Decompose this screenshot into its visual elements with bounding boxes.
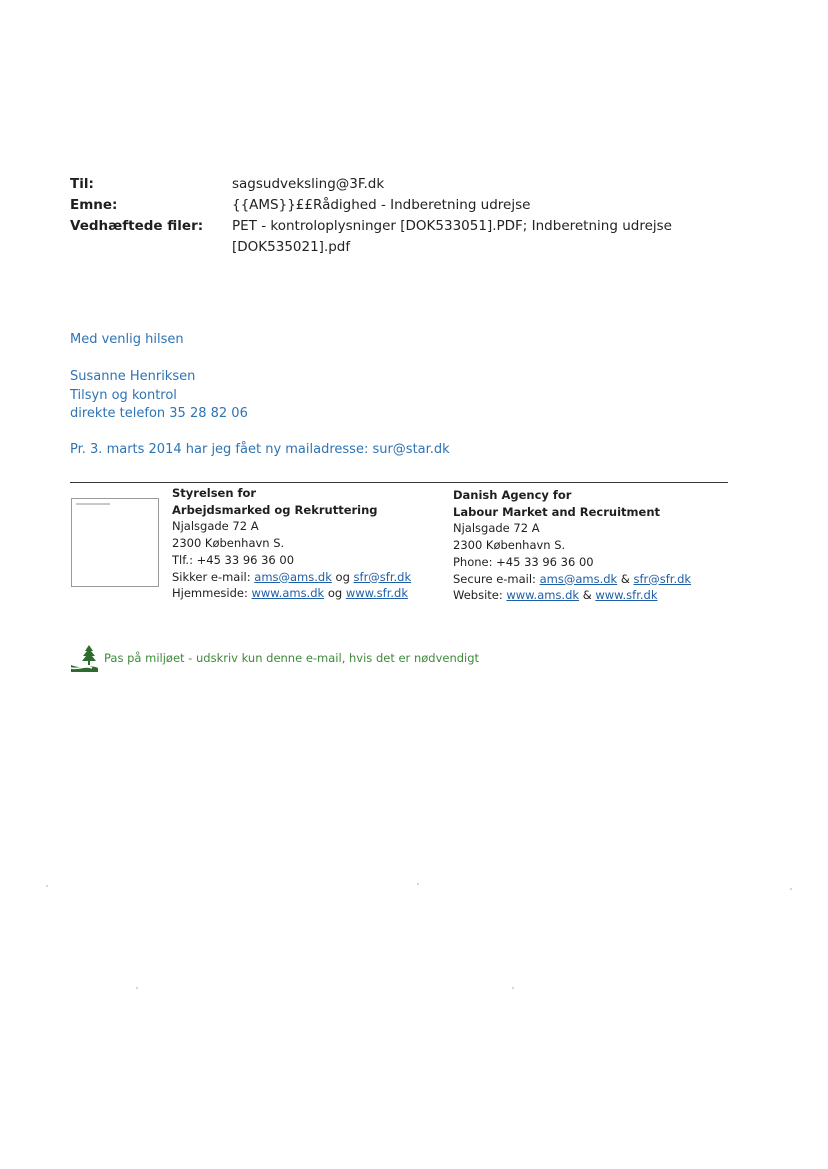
scan-speck: [790, 888, 792, 890]
sender-block: [70, 368, 248, 424]
subject-row: [70, 195, 672, 216]
org-da-secure-email: [172, 569, 411, 586]
org-en-street: Njalsgade 72 A: [453, 521, 540, 536]
org-en-line1: Danish Agency for: [453, 488, 572, 502]
org-da-secure-label: Sikker e-mail:: [172, 569, 251, 584]
logo-mark: [76, 503, 110, 505]
attachments-row: [70, 216, 672, 258]
org-en-secure-email: [453, 571, 691, 588]
scan-speck: [512, 987, 514, 989]
scan-speck: [46, 885, 48, 887]
org-da-web-link-sfr[interactable]: www.sfr.dk: [345, 586, 408, 601]
sender-department: Tilsyn og kontrol: [70, 387, 177, 403]
scan-speck: [417, 883, 419, 885]
attachments-value: [232, 216, 672, 258]
attachments-line-1: PET - kontroloplysninger [DOK533051].PDF; Indberetning udrejse: [232, 218, 672, 234]
org-da-web-link-ams[interactable]: www.ams.dk: [251, 586, 325, 601]
new-address-notice: Pr. 3. marts 2014 har jeg fået ny mailadresse: sur@star.dk: [70, 442, 450, 457]
to-value: sagsudveksling@3F.dk: [232, 176, 385, 192]
org-da-email-link-sfr[interactable]: sfr@sfr.dk: [353, 569, 412, 584]
org-da-city: 2300 København S.: [172, 536, 285, 551]
org-da-street: Njalsgade 72 A: [172, 519, 259, 534]
divider: [70, 482, 728, 483]
environment-footer: [70, 644, 479, 672]
org-block-danish: [172, 485, 411, 602]
subject-value: {{AMS}}££Rådighed - Indberetning udrejse: [232, 197, 531, 213]
org-da-website: [172, 585, 411, 602]
subject-label: Emne:: [70, 197, 118, 213]
org-en-email-link-sfr[interactable]: sfr@sfr.dk: [633, 571, 692, 586]
org-da-line2: Arbejdsmarked og Rekruttering: [172, 502, 378, 517]
org-en-web-conj: &: [582, 588, 592, 603]
attachments-line-2: [DOK535021].pdf: [232, 239, 351, 255]
logo-placeholder: [71, 498, 159, 587]
greeting: Med venlig hilsen: [70, 332, 184, 347]
org-en-email-conj: &: [620, 571, 630, 586]
org-en-web-link-sfr[interactable]: www.sfr.dk: [595, 588, 658, 603]
org-en-website: [453, 587, 691, 604]
email-header: [70, 174, 672, 258]
sender-name: Susanne Henriksen: [70, 369, 196, 384]
org-en-phone: Phone: +45 33 96 36 00: [453, 554, 594, 569]
org-en-web-link-ams[interactable]: www.ams.dk: [506, 588, 580, 603]
to-label: Til:: [70, 176, 94, 192]
org-en-line2: Labour Market and Recruitment: [453, 504, 661, 519]
org-da-web-conj: og: [327, 586, 343, 601]
org-en-city: 2300 København S.: [453, 538, 566, 553]
to-row: [70, 174, 672, 195]
scan-speck: [136, 987, 138, 989]
org-da-email-conj: og: [335, 569, 350, 584]
org-en-web-label: Website:: [453, 588, 503, 603]
org-en-secure-label: Secure e-mail:: [453, 571, 536, 586]
sender-phone: direkte telefon 35 28 82 06: [70, 406, 248, 421]
org-en-email-link-ams[interactable]: ams@ams.dk: [539, 571, 618, 586]
org-block-english: [453, 487, 691, 604]
environment-note: Pas på miljøet - udskriv kun denne e-mail, hvis det er nødvendigt: [104, 651, 480, 665]
tree-icon: [70, 644, 98, 672]
org-da-email-link-ams[interactable]: ams@ams.dk: [254, 569, 332, 584]
org-da-line1: Styrelsen for: [172, 486, 257, 500]
org-da-web-label: Hjemmeside:: [172, 586, 248, 601]
attachments-label: Vedhæftede filer:: [70, 218, 204, 234]
org-da-phone: Tlf.: +45 33 96 36 00: [172, 552, 295, 567]
